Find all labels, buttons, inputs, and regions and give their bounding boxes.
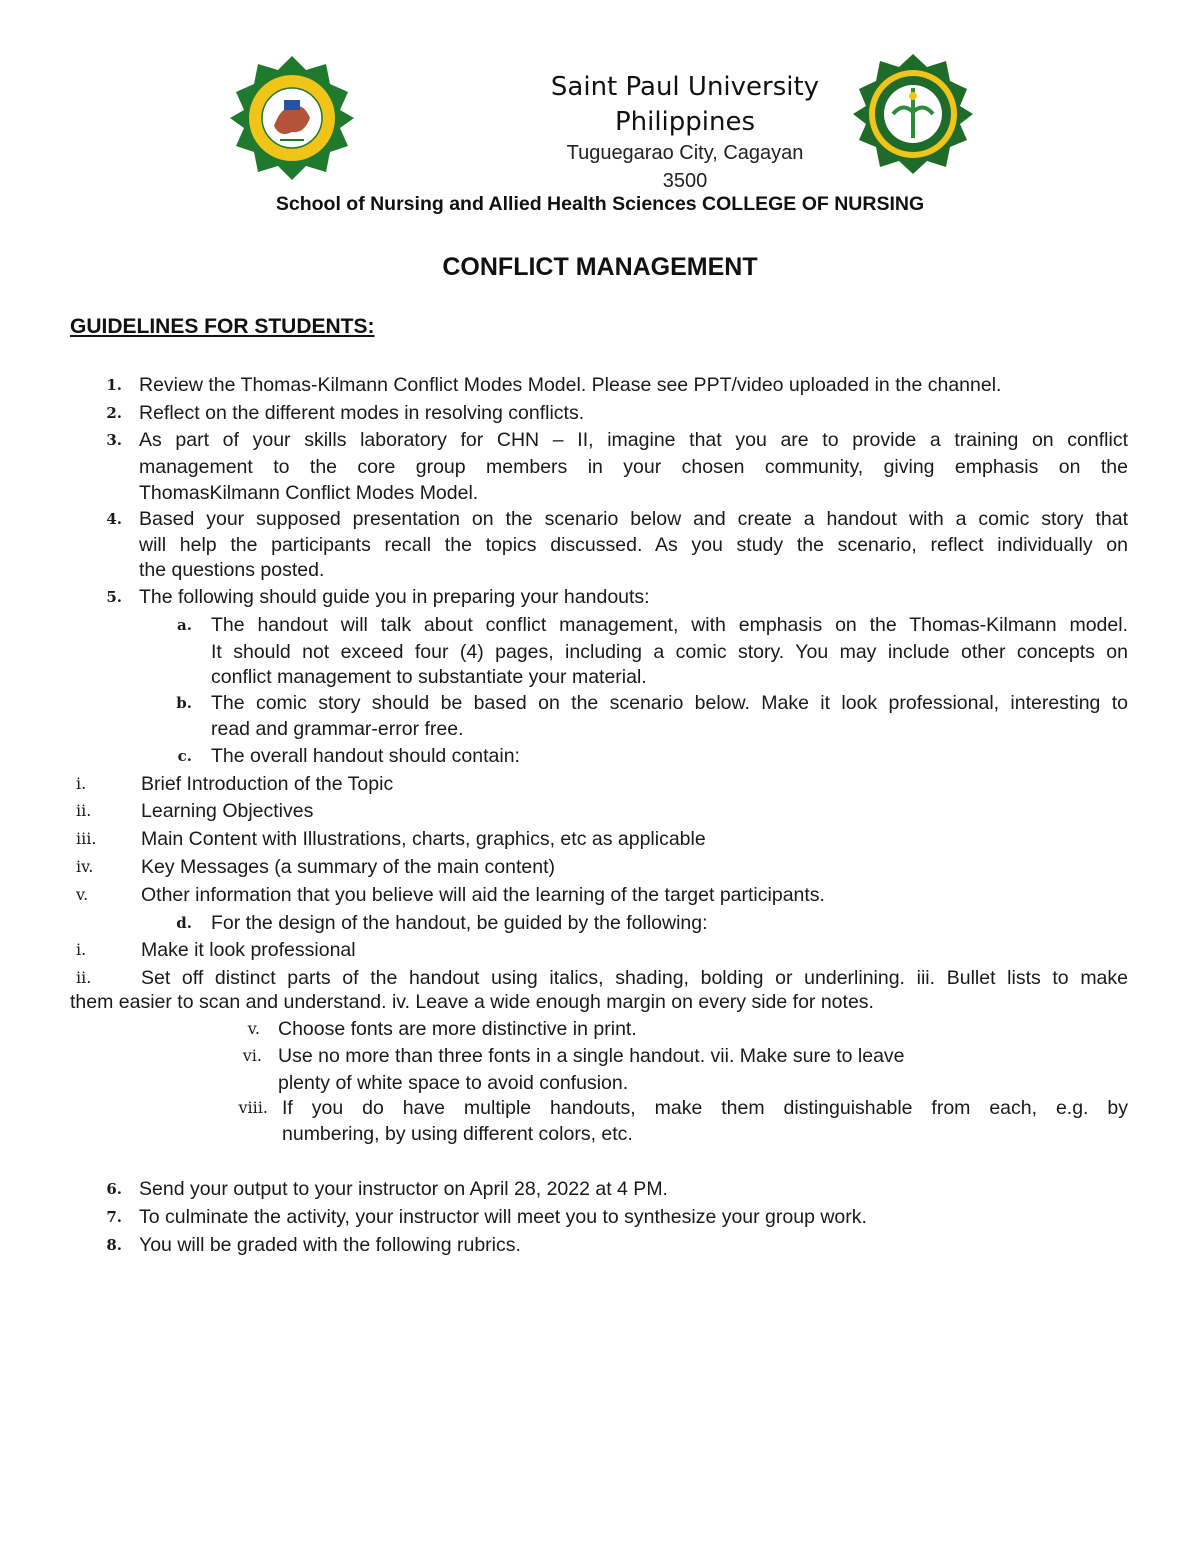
list-marker: 5.: [106, 588, 122, 606]
university-name-line1: Saint Paul University: [550, 72, 820, 102]
sublist-item-text: The overall handout should contain:: [211, 745, 520, 767]
roman-marker: iv.: [76, 857, 94, 876]
roman-marker: iii.: [76, 829, 97, 848]
roman-marker: i.: [76, 940, 87, 959]
roman-item-text: plenty of white space to avoid confusion.: [278, 1072, 629, 1094]
list-item-text: To culminate the activity, your instructor will meet you to synthesize your group work.: [139, 1206, 867, 1228]
list-marker: 1.: [106, 376, 122, 394]
list-marker: 4.: [106, 510, 122, 528]
list-marker: 8.: [106, 1236, 122, 1254]
list-item-text: the questions posted.: [139, 559, 325, 581]
sublist-item-text: For the design of the handout, be guided by the following:: [211, 912, 708, 934]
sublist-marker: d.: [176, 914, 192, 932]
sublist-item-text: conflict management to substantiate your material.: [211, 666, 647, 688]
list-item-text: You will be graded with the following rubrics.: [139, 1234, 521, 1256]
sublist-item-text: read and grammar-error free.: [211, 718, 464, 740]
list-marker: 6.: [106, 1180, 122, 1198]
sublist-marker: a.: [177, 616, 192, 634]
school-name: School of Nursing and Allied Health Sciences COLLEGE OF NURSING: [275, 193, 925, 215]
roman-item-text: Other information that you believe will aid the learning of the target participants.: [141, 884, 825, 906]
sublist-item-text: It should not exceed four (4) pages, including a comic story. You may include other concepts on: [211, 641, 1128, 663]
list-item-text: Review the Thomas-Kilmann Conflict Modes Model. Please see PPT/video uploaded in the channel.: [139, 374, 1002, 396]
sublist-marker: c.: [177, 747, 192, 765]
list-item-text: will help the participants recall the topics discussed. As you study the scenario, reflect individually on: [139, 534, 1128, 556]
list-marker: 3.: [106, 431, 122, 449]
roman-marker: v.: [76, 885, 89, 904]
list-item-text: Based your supposed presentation on the scenario below and create a handout with a comic story that: [139, 508, 1128, 530]
school-seal-logo: [853, 54, 973, 174]
list-item-text: management to the core group members in your chosen community, giving emphasis on the: [139, 456, 1128, 478]
guidelines-heading: GUIDELINES FOR STUDENTS:: [70, 315, 375, 338]
list-item-text: As part of your skills laboratory for CHN – II, imagine that you are to provide a training on conflict: [139, 429, 1128, 451]
list-item-text: Send your output to your instructor on April 28, 2022 at 4 PM.: [139, 1178, 668, 1200]
list-marker: 2.: [106, 404, 122, 422]
roman-marker: viii.: [238, 1098, 268, 1117]
university-city: Tuguegarao City, Cagayan: [566, 142, 804, 164]
roman-item-text: Make it look professional: [141, 939, 356, 961]
roman-item-text: If you do have multiple handouts, make them distinguishable from each, e.g. by: [282, 1097, 1128, 1119]
sublist-item-text: The handout will talk about conflict management, with emphasis on the Thomas-Kilmann model.: [211, 614, 1128, 636]
roman-item-text: Key Messages (a summary of the main content): [141, 856, 556, 878]
university-seal-logo: [230, 56, 354, 180]
university-zip: 3500: [662, 170, 708, 192]
roman-marker: vi.: [242, 1046, 262, 1065]
roman-marker: i.: [76, 774, 87, 793]
list-item-text: Reflect on the different modes in resolving conflicts.: [139, 402, 585, 424]
list-item-text: The following should guide you in preparing your handouts:: [139, 586, 650, 608]
roman-item-text: Use no more than three fonts in a single handout. vii. Make sure to leave: [278, 1045, 905, 1067]
roman-marker: ii.: [76, 801, 92, 820]
roman-item-text: Choose fonts are more distinctive in print.: [278, 1018, 637, 1040]
sublist-marker: b.: [176, 694, 192, 712]
list-item-text: ThomasKilmann Conflict Modes Model.: [139, 482, 479, 504]
university-name-line2: Philippines: [614, 107, 756, 137]
document-title: CONFLICT MANAGEMENT: [442, 253, 758, 281]
sublist-item-text: The comic story should be based on the scenario below. Make it look professional, interesting to: [211, 692, 1128, 714]
roman-item-text: Brief Introduction of the Topic: [141, 773, 394, 795]
list-marker: 7.: [106, 1208, 122, 1226]
roman-marker: v.: [247, 1019, 260, 1038]
roman-item-text: Learning Objectives: [141, 800, 314, 822]
roman-item-text: numbering, by using different colors, etc.: [282, 1123, 633, 1145]
roman-item-text: Set off distinct parts of the handout using italics, shading, bolding or underlining. iii. Bullet lists to make: [141, 967, 1128, 989]
roman-item-text: Main Content with Illustrations, charts, graphics, etc as applicable: [141, 828, 706, 850]
roman-item-text: them easier to scan and understand. iv. Leave a wide enough margin on every side for notes.: [70, 991, 874, 1013]
roman-marker: ii.: [76, 968, 92, 987]
